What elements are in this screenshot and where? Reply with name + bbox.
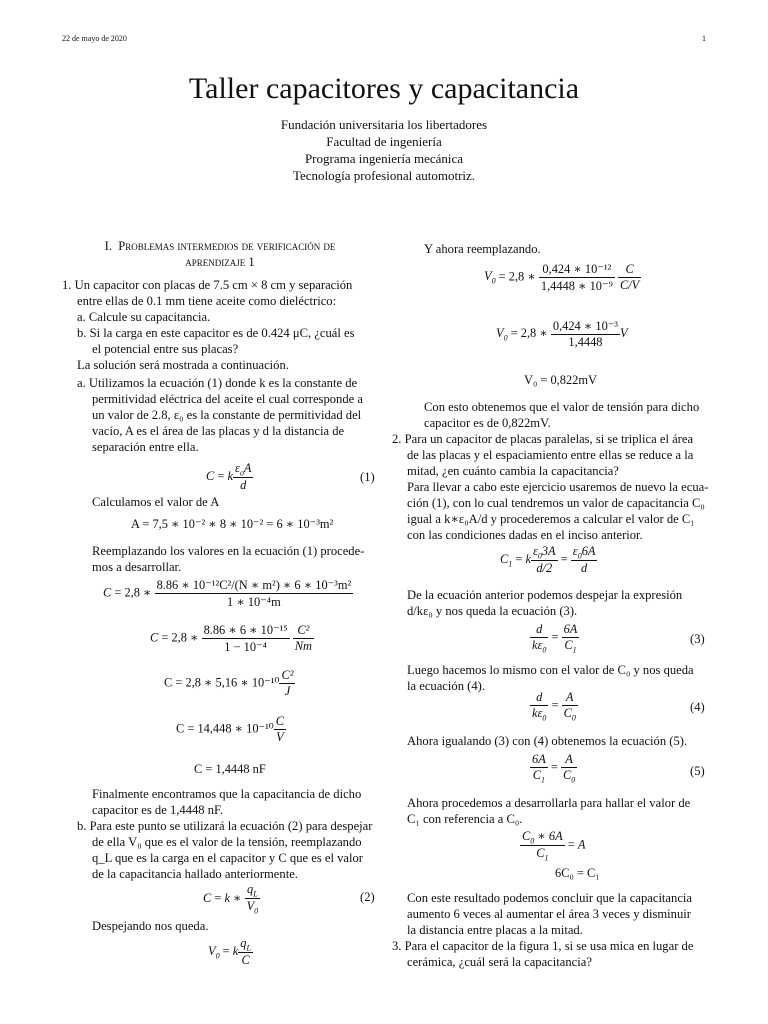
equation-2: C = k ∗ $\frac{q_L}{V_0}$ xyxy=(203,882,259,916)
equation-number: (4) xyxy=(690,700,705,714)
equation-c-result: C = 1,4448 nF xyxy=(194,762,266,776)
problem-2-line: 2. Para un capacitor de placas paralelas, si se triplica el área xyxy=(392,432,694,446)
equation-v-result: V₀ = 0,822mV xyxy=(524,373,597,387)
ahora-procedemos-text: C₁ con referencia a C₀. xyxy=(407,812,523,826)
con-esto-text: capacitor es de 0,822mV. xyxy=(424,416,551,430)
section-heading: I. Problemas intermedios de verificación de xyxy=(104,239,336,253)
equation-5: $\frac{6A}{C_1}$ = $\frac{A}{C_0}$ xyxy=(532,752,576,785)
problem-2-line: Para llevar a cabo este ejercicio usaremos de nuevo la ecua- xyxy=(407,480,709,494)
final-text: capacitor es de 1,4448 nF. xyxy=(92,803,224,817)
solution-b-line: de ella V₀ que es el valor de la tensión, reemplazando xyxy=(92,835,362,849)
problem-3-line: cerámica, ¿cuál será la capacitancia? xyxy=(407,955,592,969)
equation-number: (5) xyxy=(690,764,705,778)
paper-title: Taller capacitores y capacitancia xyxy=(188,72,580,105)
affiliation-line: Facultad de ingeniería xyxy=(326,134,442,149)
calc-a-text: Calculamos el valor de A xyxy=(92,495,220,509)
equation-v0: $V_0 = k$ $\frac{q_L}{C}$ xyxy=(208,936,251,968)
equation-area: A = 7,5 ∗ 10⁻² ∗ 8 ∗ 10⁻² = 6 ∗ 10⁻³m² xyxy=(131,517,334,531)
equation-3: $\frac{d}{k\varepsilon_0}$ = $\frac{6A}{C_1}$ xyxy=(532,622,578,655)
solution-b-line: q_L que es la carga en el capacitor y C que es el valor xyxy=(92,851,363,865)
equation-c1: $C_1 = k$ $\frac{\varepsilon_03A}{d/2}$ = $\frac{\varepsilon_06A}{d}$ xyxy=(500,544,596,576)
equation-number: (1) xyxy=(360,470,375,484)
solution-a-line: vacío, A es el área de las placas y d la distancia de xyxy=(92,424,345,438)
y-ahora-text: Y ahora reemplazando. xyxy=(424,242,541,256)
affiliation-line: Tecnología profesional automotriz. xyxy=(292,168,476,183)
problem-2-line: ción (1), con lo cual tendremos un valor de capacitancia C₀ xyxy=(407,496,705,510)
conclusion-text: Con este resultado podemos concluir que la capacitancia xyxy=(407,891,693,905)
solution-a-line: a. Utilizamos la ecuación (1) donde k es la constante de xyxy=(77,376,358,390)
equation-number: (2) xyxy=(360,890,375,904)
affiliation-line: Fundación universitaria los libertadores xyxy=(280,117,488,132)
problem-1a: a. Calcule su capacitancia. xyxy=(77,310,211,324)
problem-2-line: igual a k∗ε₀A/d y procederemos a calcular el valor de C₁ xyxy=(407,512,695,526)
solution-a-line: un valor de 2.8, ε₀ es la constante de permitividad del xyxy=(92,408,362,422)
header-date: 22 de mayo de 2020 xyxy=(62,34,127,43)
section-heading-line2: aprendizaje 1 xyxy=(185,255,255,269)
de-la-text: d/kε₀ y nos queda la ecuación (3). xyxy=(407,604,578,618)
equation-v-step1: $V_0 = 2,8$ ∗ $\frac{\text{0,424 ∗ 10⁻¹²}}{\text{1,4448 ∗ 10⁻⁹}}$ $\frac{C}{C/V}$ xyxy=(484,262,640,293)
solution-intro: La solución será mostrada a continuación. xyxy=(77,358,289,372)
luego-text: Luego hacemos lo mismo con el valor de C₀ y nos queda xyxy=(407,663,694,677)
equation-c-step1: C = 2,8 ∗ $\frac{\text{8.86 ∗ 10⁻¹²C²/(N ∗ m²) ∗ 6 ∗ 10⁻³m²}}{\text{1 ∗ 10⁻⁴m}}$ xyxy=(103,578,352,609)
replace-text: Reemplazando los valores en la ecuación (1) procede- xyxy=(92,544,365,558)
solution-b-line: b. Para este punto se utilizará la ecuación (2) para despejar xyxy=(77,819,373,833)
affiliation-line: Programa ingeniería mecánica xyxy=(304,151,464,166)
con-esto-text: Con esto obtenemos que el valor de tensión para dicho xyxy=(424,400,700,414)
problem-1b: b. Si la carga en este capacitor es de 0.424 μC, ¿cuál es xyxy=(77,326,355,340)
final-text: Finalmente encontramos que la capacitancia de dicho xyxy=(92,787,362,801)
ahora-igualando-text: Ahora igualando (3) con (4) obtenemos la ecuación (5). xyxy=(407,734,688,748)
problem-3-line: 3. Para el capacitor de la figura 1, si se usa mica en lugar de xyxy=(392,939,694,953)
despejando-text: Despejando nos queda. xyxy=(92,919,209,933)
solution-b-line: de la capacitancia hallado anteriormente. xyxy=(92,867,298,881)
problem-2-line: con las condiciones dadas en el inciso anterior. xyxy=(407,528,643,542)
problem-1b-cont: el potencial entre sus placas? xyxy=(92,342,239,356)
problem-2-line: mitad, ¿en cuánto cambia la capacitancia? xyxy=(407,464,619,478)
equation-c-step4: C = 14,448 ∗ 10⁻¹⁰ $\frac{C}{V}$ xyxy=(176,714,285,744)
equation-6: $\frac{C_0 ∗ 6A}{C_1}$ = A xyxy=(522,829,586,863)
equation-c-step2: C = 2,8 ∗ $\frac{\text{8.86 ∗ 6 ∗ 10⁻¹⁵}}{\text{1 − 10⁻⁴}}$ $\frac{\text{C²}}{Nm}$ xyxy=(150,623,312,654)
equation-v-step2: $V_0 = 2,8$ ∗ $\frac{\text{0,424 ∗ 10⁻³}}{1,4448}$ V xyxy=(496,319,628,349)
equation-1: C = k $\frac{\varepsilon_oA}{d}$ xyxy=(206,461,252,493)
equation-7: 6C₀ = C₁ xyxy=(555,866,600,880)
equation-4: $\frac{d}{k\varepsilon_0}$ = $\frac{A}{C_0}$ xyxy=(532,690,576,723)
problem-2-line: de las placas y el espaciamiento entre ellas se reduce a la xyxy=(407,448,694,462)
de-la-text: De la ecuación anterior podemos despejar la expresión xyxy=(407,588,683,602)
equation-c-step3: C = 2,8 ∗ 5,16 ∗ 10⁻¹⁰ $\frac{\text{C²}}{J}$ xyxy=(164,668,294,698)
replace-text: mos a desarrollar. xyxy=(92,560,182,574)
solution-a-line: permitividad eléctrica del aceite el cual corresponde a xyxy=(92,392,363,406)
problem-1-line: entre ellas de 0.1 mm tiene aceite como dieléctrico: xyxy=(77,294,337,308)
ahora-procedemos-text: Ahora procedemos a desarrollarla para hallar el valor de xyxy=(407,796,691,810)
equation-number: (3) xyxy=(690,632,705,646)
luego-text: la ecuación (4). xyxy=(407,679,485,693)
problem-1-line: 1. Un capacitor con placas de 7.5 cm × 8 cm y separación xyxy=(62,278,353,292)
conclusion-text: la distancia entre placas a la mitad. xyxy=(407,923,583,937)
conclusion-text: aumento 6 veces al aumentar el área 3 veces y disminuir xyxy=(407,907,691,921)
solution-a-line: separación entre ella. xyxy=(92,440,199,454)
page-number: 1 xyxy=(702,34,706,43)
